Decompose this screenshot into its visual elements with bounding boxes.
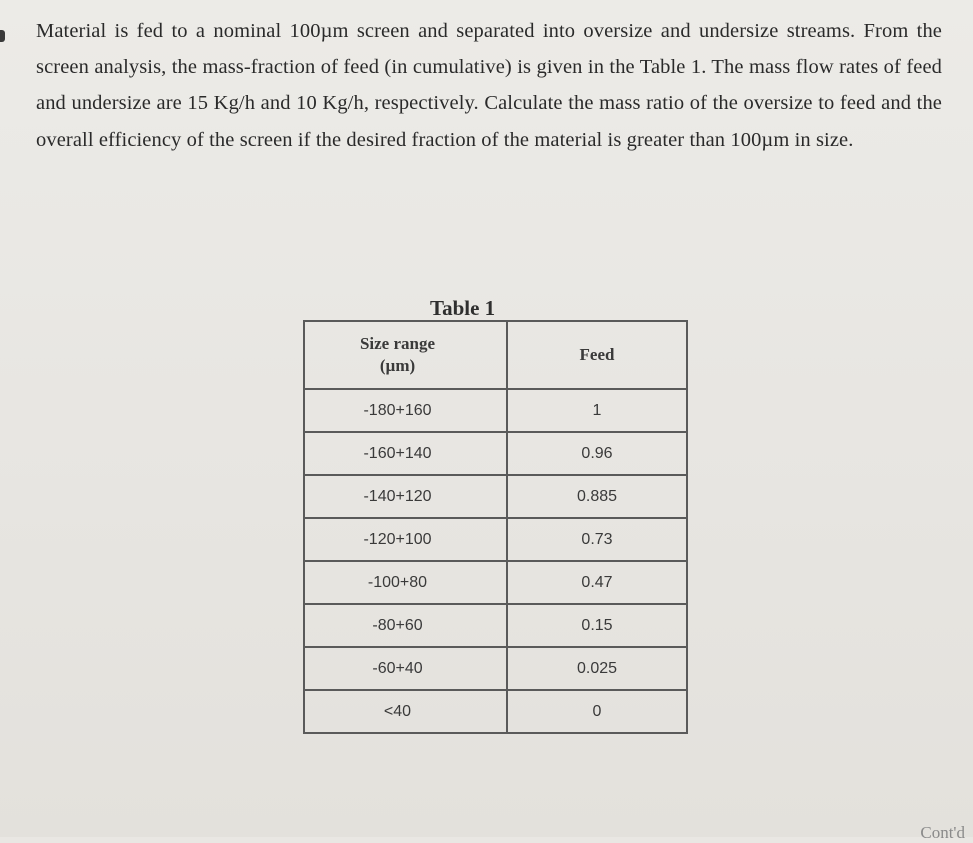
feed-cell: 0.73 — [507, 518, 687, 561]
size-range-cell: -80+60 — [304, 604, 507, 647]
table-row — [304, 432, 687, 475]
table-title: Table 1 — [430, 296, 496, 320]
table-header-row — [304, 321, 687, 389]
size-range-cell: -100+80 — [304, 561, 507, 604]
table-row — [304, 561, 687, 604]
size-range-cell: -140+120 — [304, 475, 507, 518]
feed-cell: 0.96 — [507, 432, 687, 475]
feed-cell: 0.885 — [507, 475, 687, 518]
size-range-cell: -180+160 — [304, 389, 507, 432]
table-row — [304, 647, 687, 690]
size-range-cell: <40 — [304, 690, 507, 733]
size-range-cell: -160+140 — [304, 432, 507, 475]
table-row — [304, 604, 687, 647]
size-range-cell: -60+40 — [304, 647, 507, 690]
feed-header: Feed — [507, 321, 687, 389]
size-range-header-label: Size range — [359, 334, 436, 353]
feed-cell: 0.47 — [507, 561, 687, 604]
margin-mark — [0, 30, 5, 42]
table-row — [304, 518, 687, 561]
feed-cell: 0.025 — [507, 647, 687, 690]
size-range-cell: -120+100 — [304, 518, 507, 561]
continued-note: Cont'd — [920, 823, 965, 842]
size-range-header — [304, 321, 507, 389]
feed-cell: 1 — [507, 389, 687, 432]
table-row — [304, 690, 687, 733]
feed-cell: 0.15 — [507, 604, 687, 647]
size-range-header-unit: (µm) — [379, 356, 416, 375]
table-row — [304, 475, 687, 518]
feed-cell: 0 — [507, 690, 687, 733]
feed-fraction-table — [303, 320, 688, 734]
problem-statement: Material is fed to a nominal 100µm screen and separated into oversize and undersize streams. From the screen analysis, the mass-fraction of feed (in cumulative) is given in the Table 1. The mass flow rates of feed and undersize are 15 Kg/h and 10 Kg/h, respectively. Calculate the mass ratio of the oversize to feed and the overall efficiency of the screen if the desired fraction of the material is greater than 100µm in size. — [36, 20, 942, 151]
table-row — [304, 389, 687, 432]
